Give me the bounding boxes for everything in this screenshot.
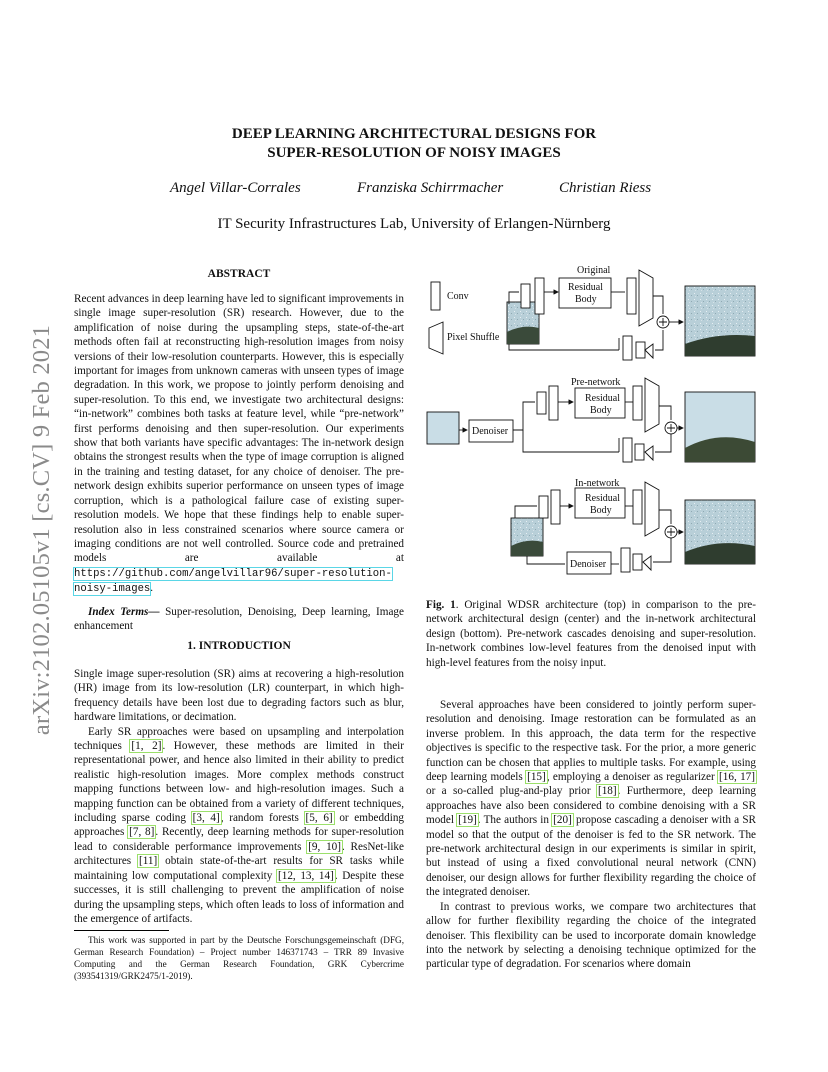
figure-architecture bbox=[423, 262, 758, 587]
intro-paragraph-2: Early SR approaches were based on upsampling and interpolation techniques [1, 2]. However, these methods are limited in their representational power, and hence also limited in their ability to predict realistic high-resolution images. More complex methods construct mapping functions between low- and high-resolution images. Such a mapping function can be obtained from a variety of different techniques, including sparse coding [3, 4], random forests [5, 6] or embedding approaches [7, 8]. Recently, deep learning methods for super-resolution lead to considerable performance improvements [9, 10]. ResNet-like architectures [11] obtain state-of-the-art results for SR tasks while maintaining low computational complexity [12, 13, 14]. Despite these successes, it is still challenging to prevent the amplification of noise during the upsampling steps, which often leads to loss of information and the emergence of artifacts. bbox=[74, 725, 405, 925]
legend-conv-label: Conv bbox=[447, 291, 469, 302]
abstract-text: Recent advances in deep learning have led to significant improvements in single image super-resolution (SR) research. However, due to the amplification of noise during the upsampling steps, state-of-the-art methods often fail at reconstructing high-resolution images from noisy versions of their low-resolution counterparts. However, this is especially important for images from unknown cameras with unseen types of image degradation. In this work, we propose to jointly perform denoising and super-resolution. To this end, we investigate two architectural designs: “in-network” combines both tasks at feature level, while “pre-network” first performs denoising and then super-resolution. Our experiments show that both variants have specific advantages: The in-network design obtains the strongest results when the type of image corruption is aligned in the training and testing dataset, for any choice of denoiser. The pre-network design exhibits superior performance on unseen types of image corruption, which is a pathological failure case of existing super-resolution models. We hope that these findings help to enable super-resolution also in less constrained scenarios where source camera or imaging conditions are not well controlled. Source code and pretrained models are available at bbox=[74, 293, 404, 565]
citation[interactable]: [19] bbox=[458, 814, 477, 827]
citation[interactable]: [9, 10] bbox=[308, 840, 341, 853]
label-original: Original bbox=[577, 265, 611, 276]
footnote bbox=[74, 934, 404, 982]
arxiv-stamp bbox=[22, 290, 62, 770]
figure-caption bbox=[426, 598, 756, 670]
citation[interactable]: [12, 13, 14] bbox=[278, 869, 334, 882]
architecture-diagram bbox=[423, 262, 758, 587]
citation[interactable]: [20] bbox=[553, 814, 572, 827]
intro-paragraph-1: Single image super-resolution (SR) aims at recovering a high-resolution (HR) image from its low-resolution (LR) counterpart, in which high-frequency details have been lost due to degrading factors such as blur, hardware limitations, or decimation. bbox=[74, 668, 404, 724]
source-code-link[interactable]: https://github.com/angelvillar96/super-resolution-noisy-images bbox=[74, 567, 392, 596]
right-paragraph-2: In contrast to previous works, we compare two architectures that allow for further flexibility regarding the choice of the integrated denoiser. This flexibility can be used to incorporate domain knowledge into the network by selecting a denoising technique optimized for the particular type of degradation. For scenarios where domain bbox=[426, 900, 756, 971]
citation[interactable]: [1, 2] bbox=[131, 740, 162, 753]
citation[interactable]: [18] bbox=[597, 785, 617, 798]
residual-label-center-2: Body bbox=[590, 405, 612, 416]
intro-heading: 1. INTRODUCTION bbox=[187, 640, 291, 652]
citation[interactable]: [3, 4] bbox=[192, 812, 220, 825]
citation[interactable]: [15] bbox=[527, 771, 546, 784]
footnote-text: This work was supported in part by the Deutsche Forschungsgemeinschaft (DFG, German Research Foundation) – Project number 146371743 – TRR 89 Invasive Computing and the German Research Foundation, GRK Cybercrime (393541319/GRK2475/1-2019). bbox=[74, 935, 404, 981]
title-line-1: DEEP LEARNING ARCHITECTURAL DESIGNS FOR bbox=[231, 126, 597, 142]
footnote-rule bbox=[74, 930, 169, 931]
intro-body bbox=[74, 667, 404, 926]
right-paragraph-1: Several approaches have been considered to jointly perform super-resolution and denoising. Image restoration can be formulated as an inverse problem. In this approach, the data term for the respective objectives is specific to the respective task. For the prior, a more generic function can be chosen that applies to multiple tasks. For example, using deep learning models [15], employing a denoiser as regularizer [16, 17] or a so-called plug-and-play prior [18]. Furthermore, deep learning approaches have also been considered to combine denoising with a SR model [19]. The authors in [20] propose cascading a denoiser with a SR model so that the output of the denoiser is fed to the SR network. The pre-network architectural design in our experiments is similar in spirit, but instead of using a fixed convolutional neural network (CNN) denoiser, our design allows for further flexibility regarding the choice of the integrated denoiser. bbox=[426, 699, 757, 899]
input-image-center bbox=[427, 412, 459, 444]
denoiser-label-center: Denoiser bbox=[472, 426, 509, 437]
abstract-body bbox=[74, 292, 404, 633]
citation[interactable]: [5, 6] bbox=[305, 812, 333, 825]
label-pre-network: Pre-network bbox=[571, 377, 621, 388]
index-terms-text: Super-resolution, Denoising, Deep learning, Image enhancement bbox=[74, 605, 404, 632]
denoiser-label-bottom: Denoiser bbox=[570, 559, 607, 570]
paper-title bbox=[0, 125, 828, 163]
residual-label-center-1: Residual bbox=[585, 393, 620, 404]
citation[interactable]: [11] bbox=[139, 855, 158, 868]
caption-text: . Original WDSR architecture (top) in comparison to the pre-network architectural design (center) and the in-network architectural design (bottom). Pre-network cascades denoising and super-resolution. In-network combines low-level features from the denoised input with high-level features from the noisy input. bbox=[426, 599, 756, 669]
pixel-shuffle-legend-icon bbox=[429, 322, 443, 354]
abstract-paragraph bbox=[74, 292, 404, 597]
abstract-heading: ABSTRACT bbox=[207, 268, 271, 280]
author-3: Christian Riess bbox=[559, 180, 652, 196]
residual-label-top-2: Body bbox=[575, 294, 597, 305]
title-line-2: SUPER-RESOLUTION OF NOISY IMAGES bbox=[267, 145, 561, 161]
legend-pixel-shuffle-label: Pixel Shuffle bbox=[447, 332, 500, 343]
index-terms-label: Index Terms— bbox=[88, 605, 160, 618]
index-terms bbox=[74, 605, 404, 634]
citation[interactable]: [7, 8] bbox=[129, 826, 155, 839]
citation[interactable]: [16, 17] bbox=[719, 771, 756, 784]
label-in-network: In-network bbox=[575, 478, 620, 489]
author-2: Franziska Schirrmacher bbox=[357, 180, 504, 196]
arxiv-stamp-text: arXiv:2102.05105v1 [cs.CV] 9 Feb 2021 bbox=[28, 324, 56, 736]
residual-label-bottom-2: Body bbox=[590, 505, 612, 516]
residual-label-bottom-1: Residual bbox=[585, 493, 620, 504]
caption-label: Fig. 1 bbox=[426, 599, 456, 611]
abstract-end: . bbox=[150, 582, 154, 595]
right-column-body bbox=[426, 698, 756, 972]
residual-label-top-1: Residual bbox=[568, 282, 603, 293]
conv-legend-icon bbox=[431, 282, 440, 310]
affiliation: IT Security Infrastructures Lab, University of Erlangen-Nürnberg bbox=[217, 216, 611, 232]
author-1: Angel Villar-Corrales bbox=[170, 180, 301, 196]
